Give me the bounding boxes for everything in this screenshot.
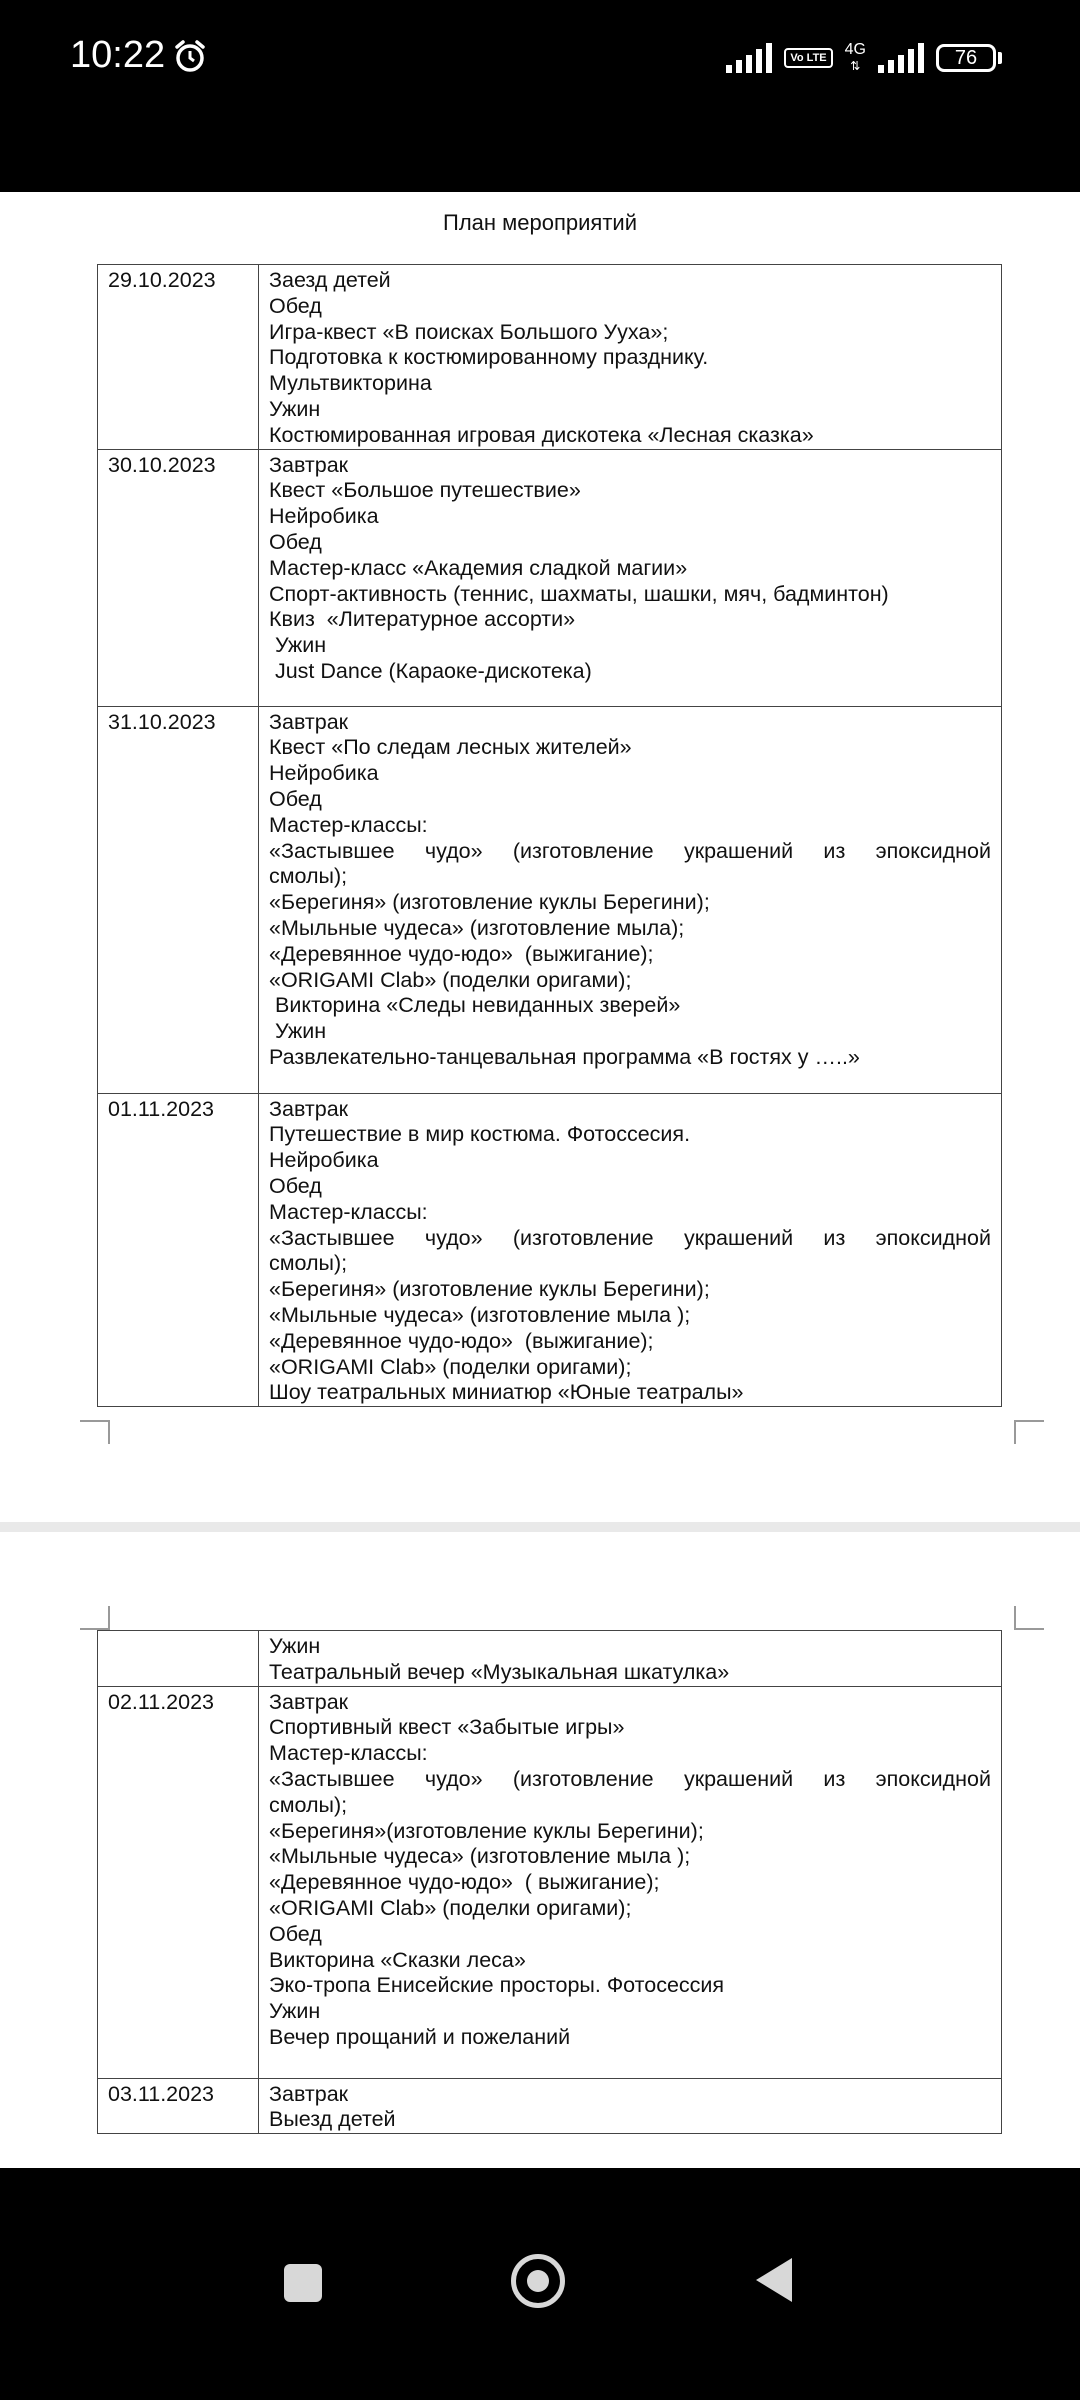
activity-line: Викторина «Сказки леса»	[269, 1947, 526, 1972]
table-row	[98, 1631, 1002, 1687]
back-button[interactable]	[756, 2258, 792, 2302]
status-time: 10:22	[70, 34, 166, 76]
activity-line: смолы);	[269, 1251, 348, 1276]
activity-line: «Берегиня» (изготовление куклы Берегини);	[269, 1277, 710, 1302]
date-cell: 03.11.2023	[98, 2078, 259, 2134]
activity-line: Обед	[269, 786, 322, 811]
home-button[interactable]	[511, 2254, 565, 2308]
activities-cell	[259, 2078, 1002, 2134]
activity-line: Выезд детей	[269, 2107, 396, 2132]
toolbar-area	[0, 120, 1080, 192]
activity-line: Заезд детей	[269, 268, 391, 292]
activity-line: Мультвикторина	[269, 371, 432, 396]
status-icons	[726, 38, 1002, 78]
activities-cell	[259, 265, 1002, 450]
activity-line: Шоу театральных миниатюр «Юные театралы»	[269, 1380, 744, 1405]
page-corner-mark	[80, 1420, 110, 1444]
table-row	[98, 2078, 1002, 2134]
activity-line: Ужин	[269, 1634, 321, 1658]
page-corner-mark	[1014, 1420, 1044, 1444]
activity-line: Обед	[269, 1173, 322, 1198]
activities-cell	[259, 449, 1002, 706]
activity-line: «Берегиня» (изготовление куклы Берегини);	[269, 890, 710, 915]
document-page-2[interactable]	[0, 1532, 1080, 2168]
activity-line: Викторина «Следы невиданных зверей»	[269, 993, 681, 1018]
activity-line: Спортивный квест «Забытые игры»	[269, 1715, 625, 1740]
activities-cell	[259, 1631, 1002, 1687]
date-cell	[98, 1631, 259, 1687]
activity-line: Обед	[269, 1921, 322, 1946]
table-row	[98, 1093, 1002, 1407]
activities-cell	[259, 1093, 1002, 1407]
activity-line: Подготовка к костюмированному празднику.	[269, 345, 709, 370]
activities-cell	[259, 706, 1002, 1093]
schedule-table-continued	[97, 1630, 1002, 2134]
activity-line: «Деревянное чудо-юдо» (выжигание);	[269, 941, 654, 966]
activity-line: «Застывшее чудо» (изготовление украшений из эпоксидной	[269, 1225, 991, 1250]
activity-line: Мастер-классы:	[269, 1199, 428, 1224]
volte-badge: Vo LTE	[784, 48, 832, 68]
activity-line: Завтрак	[269, 2081, 349, 2106]
activities-cell	[259, 1686, 1002, 2078]
recents-button[interactable]	[284, 2264, 322, 2302]
activity-line: Обед	[269, 293, 322, 318]
activity-line: Театральный вечер «Музыкальная шкатулка»	[269, 1659, 730, 1684]
activity-line: Мастер-класс «Академия сладкой магии»	[269, 555, 688, 580]
schedule-table	[97, 264, 1002, 1407]
activity-line: Игра-квест «В поисках Большого Ууха»;	[269, 319, 669, 344]
network-type	[845, 42, 866, 74]
alarm-icon	[172, 38, 208, 74]
activity-line: «Деревянное чудо-юдо» ( выжигание);	[269, 1870, 660, 1895]
activity-line: Just Dance (Караоке-дискотека)	[269, 658, 592, 683]
activity-line: «Застывшее чудо» (изготовление украшений из эпоксидной	[269, 1766, 991, 1791]
activity-line: Развлекательно-танцевальная программа «В гостях у …..»	[269, 1044, 860, 1069]
activity-line: Завтрак	[269, 452, 349, 477]
activity-line: «Мыльные чудеса» (изготовление мыла );	[269, 1844, 691, 1869]
table-row	[98, 1686, 1002, 2078]
activity-line: «Застывшее чудо» (изготовление украшений из эпоксидной	[269, 838, 991, 863]
table-row	[98, 265, 1002, 450]
table-row	[98, 706, 1002, 1093]
activity-line: Квиз «Литературное ассорти»	[269, 607, 576, 632]
page-corner-mark	[1014, 1606, 1044, 1630]
activity-line: Завтрак	[269, 709, 349, 734]
signal-icon-2	[878, 43, 924, 73]
activity-line: Эко-тропа Енисейские просторы. Фотосессия	[269, 1973, 725, 1998]
home-icon	[527, 2270, 549, 2292]
activity-line: смолы);	[269, 1792, 348, 1817]
activity-line: Завтрак	[269, 1096, 349, 1121]
table-row	[98, 449, 1002, 706]
activity-line: «Мыльные чудеса» (изготовление мыла);	[269, 915, 685, 940]
activity-line: «Берегиня»(изготовление куклы Берегини);	[269, 1818, 704, 1843]
activity-line: Спорт-активность (теннис, шахматы, шашки, мяч, бадминтон)	[269, 581, 889, 606]
date-cell: 30.10.2023	[98, 449, 259, 706]
activity-line: Ужин	[269, 1999, 321, 2024]
activity-line: смолы);	[269, 864, 348, 889]
activity-line: Квест «По следам лесных жителей»	[269, 735, 632, 760]
activity-line: Ужин	[269, 396, 321, 421]
date-cell: 31.10.2023	[98, 706, 259, 1093]
page-title: План мероприятий	[443, 210, 637, 235]
activity-line: Ужин	[269, 633, 327, 658]
battery-tip	[998, 52, 1002, 64]
status-bar	[0, 0, 1080, 120]
activity-line: Нейробика	[269, 761, 379, 786]
activity-line: Нейробика	[269, 1148, 379, 1173]
battery-icon	[936, 44, 1002, 72]
activity-line: Костюмированная игровая дискотека «Лесная сказка»	[269, 422, 814, 447]
activity-line: Путешествие в мир костюма. Фотоссесия.	[269, 1122, 691, 1147]
date-cell: 29.10.2023	[98, 265, 259, 450]
activity-line: Квест «Большое путешествие»	[269, 478, 581, 503]
activity-line: Вечер прощаний и пожеланий	[269, 2024, 571, 2049]
document-page-1[interactable]	[0, 192, 1080, 1522]
activity-line: Обед	[269, 529, 322, 554]
activity-line: «Деревянное чудо-юдо» (выжигание);	[269, 1328, 654, 1353]
activity-line: Завтрак	[269, 1689, 349, 1714]
activity-line: «ORIGAMI Clab» (поделки оригами);	[269, 967, 632, 992]
activity-line: Мастер-классы:	[269, 1741, 428, 1766]
activity-line: «ORIGAMI Clab» (поделки оригами);	[269, 1354, 632, 1379]
date-cell: 01.11.2023	[98, 1093, 259, 1407]
page-separator	[0, 1522, 1080, 1532]
activity-line: «Мыльные чудеса» (изготовление мыла );	[269, 1302, 691, 1327]
battery-level: 76	[936, 44, 996, 72]
page-corner-mark	[80, 1606, 110, 1630]
activity-line: Мастер-классы:	[269, 812, 428, 837]
signal-icon	[726, 43, 772, 73]
date-cell: 02.11.2023	[98, 1686, 259, 2078]
network-label: 4G	[844, 41, 866, 58]
data-arrows-icon: ⇅	[850, 59, 861, 73]
activity-line: Ужин	[269, 1019, 327, 1044]
activity-line: «ORIGAMI Clab» (поделки оригами);	[269, 1895, 632, 1920]
activity-line: Нейробика	[269, 504, 379, 529]
